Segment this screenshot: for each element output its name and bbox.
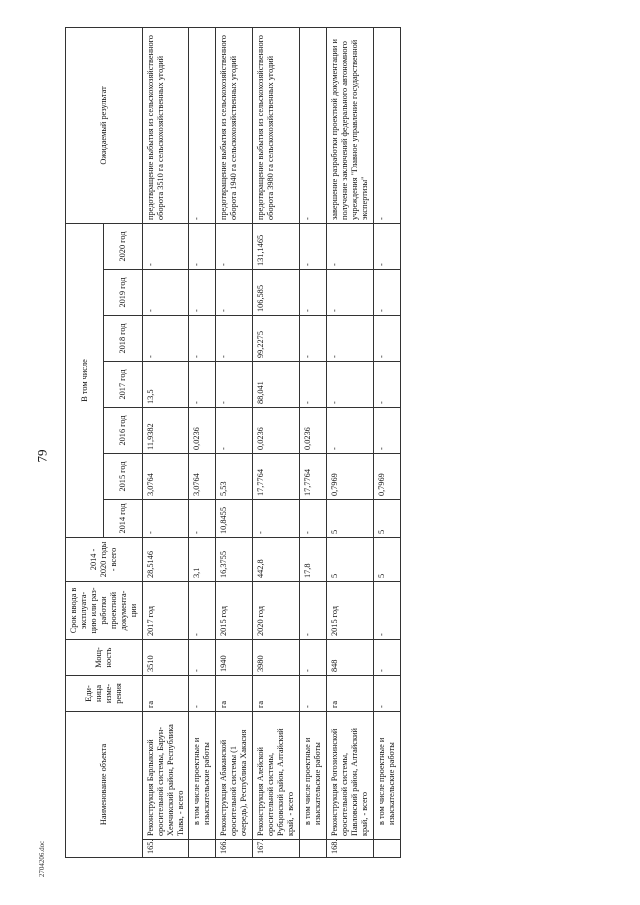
cell-result: завершение разработки проектной документации и получение заключений федерального автономного учреждения "Главное управление государственной экспертизы"	[326, 27, 373, 223]
cell-term: -	[373, 581, 400, 639]
header-unit: Еди-ница изме-рения	[66, 675, 143, 711]
cell-term: -	[189, 581, 216, 639]
cell-result: -	[373, 27, 400, 223]
cell-y2019: -	[216, 269, 253, 315]
cell-y2018: -	[189, 315, 216, 361]
cell-y2020: -	[216, 223, 253, 269]
cell-y2018: -	[142, 315, 189, 361]
cell-unit: -	[373, 675, 400, 711]
cell-y2015: 17,7764	[300, 453, 327, 499]
cell-y2014: 5	[373, 499, 400, 537]
header-year: 2017 год	[104, 361, 142, 407]
cell-total: 3,1	[189, 537, 216, 581]
cell-y2016: 0,0236	[189, 407, 216, 453]
cell-y2017: -	[326, 361, 373, 407]
cell-y2020: -	[300, 223, 327, 269]
cell-term: 2015 год	[326, 581, 373, 639]
cell-y2020: 131,1465	[253, 223, 300, 269]
footer-filename: 2704206.doc	[38, 840, 47, 878]
cell-name: в том числе проектные и изыскательские работы	[373, 711, 400, 839]
cell-y2014: 5	[326, 499, 373, 537]
header-year: 2019 год	[104, 269, 142, 315]
cell-y2018: 99,2275	[253, 315, 300, 361]
cell-result: предотвращение выбытия из сельскохозяйственного оборота 1940 га сельскохозяйственных угодий	[216, 27, 253, 223]
cell-total: 17,8	[300, 537, 327, 581]
cell-y2016: -	[373, 407, 400, 453]
table-row	[373, 27, 400, 857]
cell-idx: 167.	[253, 840, 300, 858]
header-year: 2014 год	[104, 499, 142, 537]
cell-term: 2020 год	[253, 581, 300, 639]
cell-unit: га	[326, 675, 373, 711]
cell-y2018: -	[216, 315, 253, 361]
cell-result: -	[189, 27, 216, 223]
cell-y2018: -	[326, 315, 373, 361]
cell-idx: 166.	[216, 840, 253, 858]
investment-table	[65, 27, 401, 858]
table-row	[300, 27, 327, 857]
cell-y2015: 0,7969	[326, 453, 373, 499]
cell-y2014: -	[142, 499, 189, 537]
cell-idx	[189, 840, 216, 858]
cell-capacity: 848	[326, 639, 373, 675]
cell-capacity: -	[373, 639, 400, 675]
cell-idx	[373, 840, 400, 858]
cell-unit: -	[300, 675, 327, 711]
header-year: 2020 год	[104, 223, 142, 269]
table-row	[253, 27, 300, 857]
header-result: Ожидаемый результат	[66, 27, 143, 223]
cell-unit: га	[253, 675, 300, 711]
table-body	[142, 27, 400, 857]
cell-total: 5	[373, 537, 400, 581]
cell-term: 2015 год	[216, 581, 253, 639]
cell-result: предотвращение выбытия из сельскохозяйственного оборота 3510 га сельскохозяйственных угодий	[142, 27, 189, 223]
cell-capacity: -	[189, 639, 216, 675]
cell-y2017: -	[300, 361, 327, 407]
cell-result: предотвращение выбытия из сельскохозяйственного оборота 3980 га сельскохозяйственных угодий	[253, 27, 300, 223]
cell-name: в том числе проектные и изыскательские работы	[189, 711, 216, 839]
cell-name: Реконструкция Абаканской оросительной системы (1 очередь), Республика Хакасия	[216, 711, 253, 839]
cell-name: Реконструкция Алейской оросительной системы, Рубцовский район, Алтайский край, - всего	[253, 711, 300, 839]
cell-y2015: 0,7969	[373, 453, 400, 499]
cell-y2014: -	[189, 499, 216, 537]
table-row	[142, 27, 189, 857]
cell-total: 5	[326, 537, 373, 581]
cell-y2014: 10,8455	[216, 499, 253, 537]
cell-y2016: 0,0236	[253, 407, 300, 453]
header-total: 2014 - 2020 годы - всего	[66, 537, 143, 581]
cell-capacity: 3510	[142, 639, 189, 675]
cell-total: 442,8	[253, 537, 300, 581]
header-year: 2018 год	[104, 315, 142, 361]
cell-unit: га	[142, 675, 189, 711]
cell-name: в том числе проектные и изыскательские работы	[300, 711, 327, 839]
rotated-table-wrapper	[65, 28, 599, 858]
header-year: 2015 год	[104, 453, 142, 499]
cell-y2019: -	[142, 269, 189, 315]
cell-capacity: 1940	[216, 639, 253, 675]
cell-total: 16,3755	[216, 537, 253, 581]
cell-capacity: 3980	[253, 639, 300, 675]
cell-y2019: -	[300, 269, 327, 315]
cell-y2019: -	[373, 269, 400, 315]
header-including: В том числе	[66, 223, 104, 537]
cell-y2020: -	[189, 223, 216, 269]
cell-y2018: -	[373, 315, 400, 361]
header-year: 2016 год	[104, 407, 142, 453]
cell-unit: -	[189, 675, 216, 711]
cell-capacity: -	[300, 639, 327, 675]
table-row	[326, 27, 373, 857]
cell-y2015: 3,0764	[142, 453, 189, 499]
cell-y2019: -	[326, 269, 373, 315]
cell-y2017: 13,5	[142, 361, 189, 407]
table-row	[189, 27, 216, 857]
cell-result: -	[300, 27, 327, 223]
cell-unit: га	[216, 675, 253, 711]
header-capacity: Мощ-ность	[66, 639, 143, 675]
cell-y2014: -	[253, 499, 300, 537]
cell-y2020: -	[373, 223, 400, 269]
cell-y2016: -	[216, 407, 253, 453]
cell-y2019: -	[189, 269, 216, 315]
cell-y2015: 3,0764	[189, 453, 216, 499]
header-row-1	[66, 27, 104, 857]
cell-y2019: 106,585	[253, 269, 300, 315]
cell-term: 2017 год	[142, 581, 189, 639]
cell-y2016: -	[326, 407, 373, 453]
cell-y2018: -	[300, 315, 327, 361]
cell-y2014: -	[300, 499, 327, 537]
cell-y2017: -	[216, 361, 253, 407]
cell-idx	[300, 840, 327, 858]
cell-y2016: 11,9382	[142, 407, 189, 453]
cell-name: Реконструкция Рогозихинской оросительной системы, Павловский район, Алтайский край, - всего	[326, 711, 373, 839]
cell-idx: 168.	[326, 840, 373, 858]
cell-y2020: -	[326, 223, 373, 269]
cell-y2015: 17,7764	[253, 453, 300, 499]
table-row	[216, 27, 253, 857]
cell-total: 28,5146	[142, 537, 189, 581]
header-name: Наименование объекта	[66, 711, 143, 857]
header-term: Срок ввода в эксплуата-цию или раз-работки проектной документа-ции	[66, 581, 143, 639]
cell-y2017: -	[189, 361, 216, 407]
cell-y2016: 0,0236	[300, 407, 327, 453]
cell-name: Реконструкция Барлыкской оросительной системы, Барун-Хемчикский район, Республика Тыва, - всего	[142, 711, 189, 839]
cell-y2020: -	[142, 223, 189, 269]
page-number: 79	[34, 449, 50, 463]
cell-y2017: 88,041	[253, 361, 300, 407]
cell-term: -	[300, 581, 327, 639]
cell-y2015: 5,53	[216, 453, 253, 499]
cell-idx: 165.	[142, 840, 189, 858]
cell-y2017: -	[373, 361, 400, 407]
